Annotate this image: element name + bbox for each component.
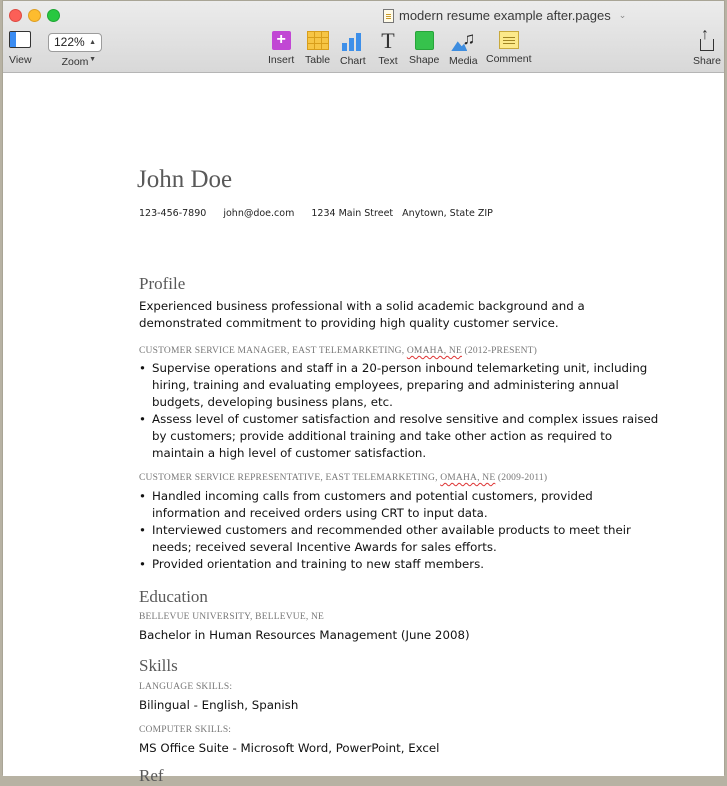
comment-button[interactable] [486, 31, 532, 65]
document-title-text: modern resume example after.pages [399, 8, 611, 23]
computer-skills-label[interactable]: COMPUTER SKILLS: [139, 725, 232, 735]
media-label: Media [449, 55, 478, 67]
contact-email: john@doe.com [223, 208, 295, 219]
skills-heading[interactable]: Skills [139, 656, 178, 675]
chart-label: Chart [340, 55, 366, 67]
shape-button[interactable] [409, 31, 439, 66]
resume-name[interactable]: John Doe [137, 166, 233, 193]
comment-icon [499, 31, 519, 49]
document-canvas[interactable] [3, 74, 724, 785]
computer-skills-value[interactable]: MS Office Suite - Microsoft Word, PowerPoint, Excel [139, 741, 440, 755]
insert-icon: + [272, 31, 291, 50]
language-skills-label[interactable]: LANGUAGE SKILLS: [139, 682, 233, 692]
insert-button[interactable] [268, 31, 294, 66]
job-title-1[interactable]: CUSTOMER SERVICE MANAGER, EAST TELEMARKETING, OMAHA, NE (2012-PRESENT) [139, 346, 538, 356]
spelling-flag: OMAHA, NE [440, 473, 496, 483]
chart-button[interactable] [340, 31, 366, 67]
pages-window [2, 0, 725, 785]
list-item: • Provided orientation and training to new staff members. [139, 556, 631, 573]
insert-label: Insert [268, 54, 295, 66]
chevron-down-icon: ⌄ [618, 10, 627, 20]
zoom-label: Zoom [61, 56, 89, 68]
profile-summary-line-2[interactable]: demonstrated commitment to providing high quality customer service. [139, 316, 559, 330]
zoom-dropdown-arrow-icon: ▲ ▼ [89, 39, 96, 63]
list-item: • Interviewed customers and recommended other available products to meet their needs; received several Incentive Awards for sales efforts. [139, 522, 631, 556]
list-item: • Handled incoming calls from customers and potential customers, provided information and received orders using CRT to input data. [139, 488, 631, 522]
profile-heading[interactable]: Profile [139, 274, 186, 293]
close-window-button[interactable] [9, 9, 22, 22]
shape-label: Shape [409, 54, 440, 66]
document-icon [383, 9, 394, 23]
contact-city-state-zip: Anytown, State ZIP [402, 208, 493, 219]
share-label: Share [693, 55, 722, 67]
contact-line[interactable] [139, 208, 507, 219]
table-label: Table [305, 54, 331, 66]
zoom-value: 122% [54, 35, 85, 49]
contact-street: 1234 Main Street [311, 208, 394, 219]
text-icon: T [381, 28, 395, 53]
sidebar-view-icon [9, 31, 31, 48]
spelling-flag: OMAHA, NE [406, 346, 462, 356]
references-heading-partial[interactable]: Ref [139, 766, 164, 785]
job-title-2[interactable]: CUSTOMER SERVICE REPRESENTATIVE, EAST TELEMARKETING, OMAHA, NE (2009-2011) [139, 473, 548, 483]
table-button[interactable] [305, 31, 330, 66]
zoom-control[interactable] [48, 33, 102, 68]
chart-icon [342, 31, 364, 51]
text-button[interactable] [377, 28, 399, 67]
job-2-bullets[interactable] [139, 488, 631, 573]
share-button[interactable] [693, 31, 721, 67]
fullscreen-window-button[interactable] [47, 9, 60, 22]
contact-phone: 123-456-7890 [139, 208, 207, 219]
share-icon [700, 31, 714, 51]
job-1-bullets[interactable] [139, 360, 658, 462]
view-button[interactable] [9, 31, 32, 66]
minimize-window-button[interactable] [28, 9, 41, 22]
text-label: Text [378, 55, 398, 67]
shape-icon [415, 31, 434, 50]
education-school[interactable]: BELLEVUE UNIVERSITY, BELLEVUE, NE [139, 612, 325, 622]
toolbar [3, 1, 724, 73]
list-item: • Assess level of customer satisfaction and resolve sensitive and complex issues raised by customers; provide additional training and take other action as required to maintain a high level of customer satisfaction. [139, 411, 658, 462]
media-button[interactable] [449, 31, 478, 67]
language-skills-value[interactable]: Bilingual - English, Spanish [139, 698, 299, 712]
profile-summary-line-1[interactable]: Experienced business professional with a solid academic background and a [139, 299, 585, 313]
education-degree[interactable]: Bachelor in Human Resources Management (June 2008) [139, 628, 470, 642]
list-item: • Supervise operations and staff in a 20-person inbound telemarketing unit, including hiring, training and evaluating employees, preparing and administering annual budgets, developing business plans, etc. [139, 360, 658, 411]
document-title[interactable] [383, 8, 626, 23]
view-label: View [9, 54, 32, 66]
table-icon [307, 31, 329, 50]
education-heading[interactable]: Education [139, 587, 208, 606]
media-icon: ♫ [451, 31, 475, 51]
comment-label: Comment [486, 53, 532, 65]
